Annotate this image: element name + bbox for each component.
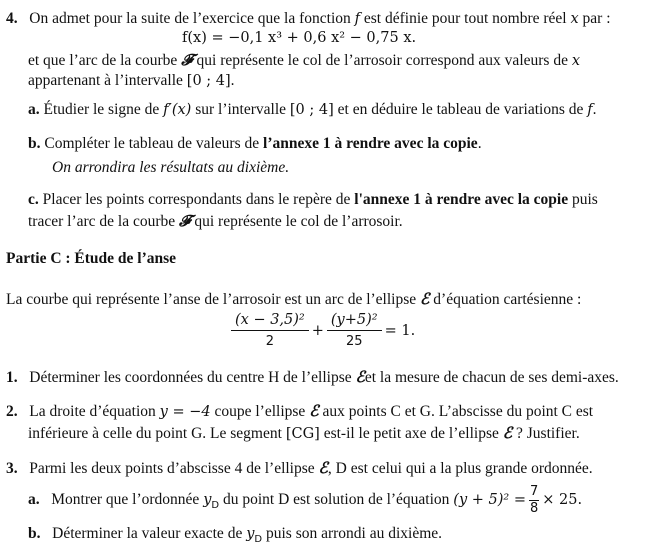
q4-line3: appartenant à l’intervalle [0 ; 4].	[28, 72, 235, 89]
ellipse-equation: $\frac{\text{(x − 3,5)²}}{2}$ + $\frac{\text{(y+5)²}}{25}$ = 1.	[228, 310, 415, 353]
function-formula: f(x) = −0,1 x³ + 0,6 x² − 0,75 x.	[182, 30, 417, 46]
partC-q3: 3. Parmi les deux points d’abscisse 4 de l’ellipse ℰ, D est celui qui a la plus grande ordonnée.	[6, 458, 593, 477]
q4-intro: 4. On admet pour la suite de l’exercice que la fonction f est définie pour tout nombre réel x par :	[6, 10, 611, 27]
partC-q3b: b. Déterminer la valeur exacte de $y_D$ puis son arrondi au dixième.	[28, 525, 443, 546]
ellipse-E-symbol: ℰ	[420, 289, 430, 308]
partC-q2: 2. La droite d’équation y = −4 coupe l’ellipse ℰ aux points C et G. L’abscisse du point C est	[6, 401, 594, 420]
section-title: Partie C : Étude de l’anse	[6, 250, 177, 267]
partC-intro: La courbe qui représente l’anse de l’arrosoir est un arc de l’ellipse ℰ d’équation cartésienne :	[6, 289, 582, 308]
interval: [0 ; 4]	[186, 73, 231, 89]
q4c-line2: tracer l’arc de la courbe 𝓕 qui représente le col de l’arrosoir.	[28, 211, 403, 230]
partC-q1: 1. Déterminer les coordonnées du centre H de l’ellipse ℰet la mesure de chacun de ses demi-axes.	[6, 367, 619, 386]
q4b-note: On arrondira les résultats au dixième.	[52, 159, 290, 176]
q4a: a. Étudier le signe de f′(x) sur l’intervalle [0 ; 4] et en déduire le tableau de variations de f.	[28, 101, 597, 118]
partC-q2-line2: inférieure à celle du point G. Le segment [CG] est-il le petit axe de l’ellipse ℰ ? Justifier.	[28, 423, 580, 442]
curve-F-symbol: 𝓕	[181, 50, 193, 69]
q4c: c. Placer les points correspondants dans le repère de l'annexe 1 à rendre avec la copie puis	[28, 191, 598, 208]
q4-number: 4.	[6, 10, 18, 27]
q4-line2: et que l’arc de la courbe 𝓕 qui représente le col de l’arrosoir correspond aux valeurs de x	[28, 50, 581, 69]
q4b: b. Compléter le tableau de valeurs de l’annexe 1 à rendre avec la copie.	[28, 135, 482, 152]
partC-q3a: a. Montrer que l’ordonnée $y_D$ du point D est solution de l’équation (y + 5)² = $\frac{7}{8}$ × 25.	[28, 484, 583, 516]
